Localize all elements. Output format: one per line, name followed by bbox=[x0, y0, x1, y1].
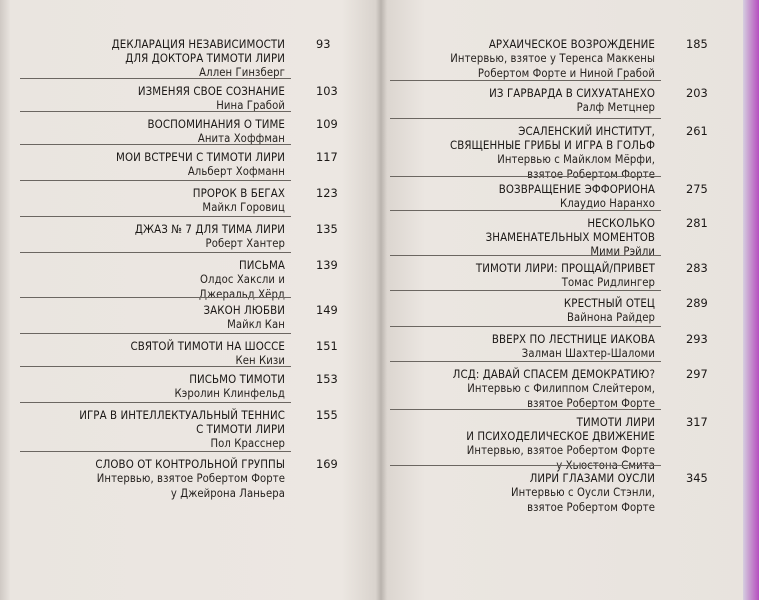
toc-entry-title: ТИМОТИ ЛИРИ: ПРОЩАЙ/ПРИВЕТ bbox=[475, 261, 655, 275]
toc-entry-author: Клаудио Наранхо bbox=[559, 197, 655, 210]
toc-entry-author: Интервью, взятое Робертом Форте bbox=[96, 472, 285, 485]
toc-entry-title: ЛИРИ ГЛАЗАМИ ОУСЛИ bbox=[529, 471, 655, 485]
toc-entry-text bbox=[390, 261, 655, 290]
toc-entry[interactable] bbox=[390, 80, 708, 114]
toc-page-number: 103 bbox=[316, 84, 338, 98]
toc-entry-text bbox=[390, 296, 655, 325]
toc-entry[interactable] bbox=[390, 326, 708, 360]
toc-entry-author: Ралф Метцнер bbox=[576, 101, 655, 114]
toc-entry-title: И ПСИХОДЕЛИЧЕСКОЕ ДВИЖЕНИЕ bbox=[466, 429, 655, 443]
toc-entry-author: Роберт Хантер bbox=[205, 237, 285, 250]
toc-entry-title: ДЕКЛАРАЦИЯ НЕЗАВИСИМОСТИ bbox=[111, 37, 285, 51]
toc-entry-text bbox=[20, 303, 285, 332]
toc-entry-author: Томас Ридлингер bbox=[561, 276, 655, 289]
toc-entry-title: ИГРА В ИНТЕЛЛЕКТУАЛЬНЫЙ ТЕННИС bbox=[79, 408, 285, 422]
toc-entry[interactable] bbox=[390, 210, 708, 258]
toc-page-number: 139 bbox=[316, 258, 338, 272]
toc-entry[interactable] bbox=[20, 144, 338, 178]
toc-entry-text bbox=[390, 471, 655, 515]
toc-entry-author: Майкл Горовиц bbox=[202, 201, 285, 214]
toc-page-number: 155 bbox=[316, 408, 338, 422]
toc-entry-title: ПРОРОК В БЕГАХ bbox=[192, 186, 285, 200]
toc-entry-title: ЭСАЛЕНСКИЙ ИНСТИТУТ, bbox=[518, 124, 655, 138]
toc-entry-author: взятое Робертом Форте bbox=[527, 501, 655, 514]
toc-entry-title: ИЗ ГАРВАРДА В СИХУАТАНЕХО bbox=[489, 86, 655, 100]
toc-entry-title: ДЛЯ ДОКТОРА ТИМОТИ ЛИРИ bbox=[125, 51, 285, 65]
toc-entry[interactable] bbox=[20, 252, 338, 301]
toc-entry[interactable] bbox=[390, 361, 708, 410]
toc-page-number: 153 bbox=[316, 372, 338, 386]
toc-entry-text bbox=[20, 84, 285, 113]
toc-entry-author: Залман Шахтер-Шаломи bbox=[521, 347, 655, 360]
toc-entry-title: ВОЗВРАЩЕНИЕ ЭФФОРИОНА bbox=[498, 182, 655, 196]
toc-page-number: 281 bbox=[686, 216, 708, 230]
toc-entry-title: ТИМОТИ ЛИРИ bbox=[576, 415, 655, 429]
toc-entry-title: ИЗМЕНЯЯ СВОЕ СОЗНАНИЕ bbox=[137, 84, 285, 98]
toc-entry[interactable] bbox=[390, 409, 708, 472]
toc-page-number: 135 bbox=[316, 222, 338, 236]
toc-entry[interactable] bbox=[20, 333, 338, 367]
toc-entry-text bbox=[390, 124, 655, 182]
toc-entry[interactable] bbox=[20, 366, 338, 400]
toc-entry-title: ПИСЬМА bbox=[238, 258, 285, 272]
toc-entry[interactable] bbox=[20, 216, 338, 250]
toc-page-number: 345 bbox=[686, 471, 708, 485]
toc-page-number: 203 bbox=[686, 86, 708, 100]
toc-entry-text bbox=[20, 372, 285, 401]
toc-entry-author: Интервью, взятое Робертом Форте bbox=[466, 444, 655, 457]
toc-entry-author: у Джейрона Ланьера bbox=[170, 487, 285, 500]
toc-entry[interactable] bbox=[390, 255, 708, 289]
toc-entry-author: Интервью с Майклом Мёрфи, bbox=[497, 153, 655, 166]
toc-entry-text bbox=[20, 408, 285, 451]
toc-entry-author: Анита Хоффман bbox=[197, 132, 285, 145]
toc-entry[interactable] bbox=[20, 297, 338, 331]
toc-entry[interactable] bbox=[20, 111, 338, 145]
toc-entry-author: Нина Грабой bbox=[216, 99, 285, 112]
toc-entry-text bbox=[20, 117, 285, 146]
toc-entry-text bbox=[20, 37, 285, 80]
toc-entry[interactable] bbox=[20, 451, 338, 500]
toc-entry-author: Вайнона Райдер bbox=[566, 311, 655, 324]
toc-page-number: 293 bbox=[686, 332, 708, 346]
toc-entry-text bbox=[390, 182, 655, 211]
toc-entry-author: у Хьюстона Смита bbox=[556, 459, 655, 472]
toc-entry-title: АРХАИЧЕСКОЕ ВОЗРОЖДЕНИЕ bbox=[488, 37, 655, 51]
toc-page-number: 185 bbox=[686, 37, 708, 51]
toc-entry-author: Альберт Хофманн bbox=[187, 165, 285, 178]
toc-entry-title: ПИСЬМО ТИМОТИ bbox=[189, 372, 285, 386]
toc-entry-title: ВОСПОМИНАНИЯ О ТИМЕ bbox=[147, 117, 285, 131]
toc-entry-text bbox=[390, 332, 655, 361]
toc-entry-title: МОИ ВСТРЕЧИ С ТИМОТИ ЛИРИ bbox=[116, 150, 285, 164]
toc-entry-title: С ТИМОТИ ЛИРИ bbox=[196, 422, 285, 436]
toc-entry[interactable] bbox=[390, 118, 708, 181]
toc-entry-title: ДЖАЗ № 7 ДЛЯ ТИМА ЛИРИ bbox=[134, 222, 285, 236]
toc-entry-author: Аллен Гинзберг bbox=[199, 66, 285, 79]
toc-page-number: 151 bbox=[316, 339, 338, 353]
toc-entry[interactable] bbox=[20, 78, 338, 112]
toc-entry-title: ЗАКОН ЛЮБВИ bbox=[203, 303, 285, 317]
toc-page-number: 275 bbox=[686, 182, 708, 196]
toc-entry[interactable] bbox=[20, 180, 338, 214]
right-page-toc bbox=[380, 0, 742, 600]
toc-entry-author: Интервью с Оусли Стэнли, bbox=[511, 486, 655, 499]
toc-entry-author: взятое Робертом Форте bbox=[527, 168, 655, 181]
toc-page-number: 317 bbox=[686, 415, 708, 429]
toc-entry-author: Майкл Кан bbox=[227, 318, 285, 331]
toc-entry-author: Кен Кизи bbox=[235, 354, 285, 367]
toc-entry[interactable] bbox=[390, 176, 708, 210]
toc-entry-title: ЗНАМЕНАТЕЛЬНЫХ МОМЕНТОВ bbox=[485, 230, 655, 244]
toc-entry[interactable] bbox=[390, 290, 708, 324]
toc-entry-title: КРЕСТНЫЙ ОТЕЦ bbox=[563, 296, 655, 310]
toc-entry-text bbox=[390, 86, 655, 115]
toc-entry-author: взятое Робертом Форте bbox=[527, 397, 655, 410]
toc-page-number: 93 bbox=[316, 37, 331, 51]
toc-page-number: 117 bbox=[316, 150, 338, 164]
toc-entry[interactable] bbox=[20, 402, 338, 450]
toc-entry-author: Интервью, взятое у Теренса Маккены bbox=[450, 52, 655, 65]
toc-entry-author: Интервью с Филиппом Слейтером, bbox=[467, 382, 655, 395]
toc-entry-author: Джеральд Хёрд bbox=[199, 288, 285, 301]
toc-entry-title: СВЯТОЙ ТИМОТИ НА ШОССЕ bbox=[130, 339, 285, 353]
toc-entry-title: НЕСКОЛЬКО bbox=[587, 216, 655, 230]
toc-entry-text bbox=[20, 258, 285, 302]
toc-entry-title: СЛОВО ОТ КОНТРОЛЬНОЙ ГРУППЫ bbox=[95, 457, 285, 471]
toc-entry-author: Мими Рэйли bbox=[590, 245, 655, 258]
toc-page-number: 149 bbox=[316, 303, 338, 317]
toc-page-number: 289 bbox=[686, 296, 708, 310]
toc-entry-author: Пол Красснер bbox=[210, 437, 285, 450]
page-edge-right bbox=[743, 0, 759, 600]
toc-entry-text bbox=[20, 186, 285, 215]
toc-page-number: 169 bbox=[316, 457, 338, 471]
toc-entry-title: ЛСД: ДАВАЙ СПАСЕМ ДЕМОКРАТИЮ? bbox=[452, 367, 655, 381]
toc-entry-author: Робертом Форте и Ниной Грабой bbox=[477, 67, 655, 80]
toc-entry-text bbox=[20, 222, 285, 251]
toc-page-number: 109 bbox=[316, 117, 338, 131]
toc-page-number: 123 bbox=[316, 186, 338, 200]
toc-entry-text bbox=[390, 367, 655, 411]
toc-entry-text bbox=[20, 339, 285, 368]
toc-entry-text bbox=[20, 150, 285, 179]
toc-entry-author: Олдос Хаксли и bbox=[200, 273, 285, 286]
toc-page-number: 261 bbox=[686, 124, 708, 138]
toc-entry-title: ВВЕРХ ПО ЛЕСТНИЦЕ ИАКОВА bbox=[491, 332, 655, 346]
toc-entry-text bbox=[390, 216, 655, 259]
toc-page-number: 297 bbox=[686, 367, 708, 381]
toc-entry-text bbox=[390, 37, 655, 81]
toc-entry-author: Кэролин Клинфельд bbox=[174, 387, 285, 400]
toc-entry-text bbox=[20, 457, 285, 501]
toc-page-number: 283 bbox=[686, 261, 708, 275]
toc-entry-title: СВЯЩЕННЫЕ ГРИБЫ И ИГРА В ГОЛЬФ bbox=[449, 138, 655, 152]
